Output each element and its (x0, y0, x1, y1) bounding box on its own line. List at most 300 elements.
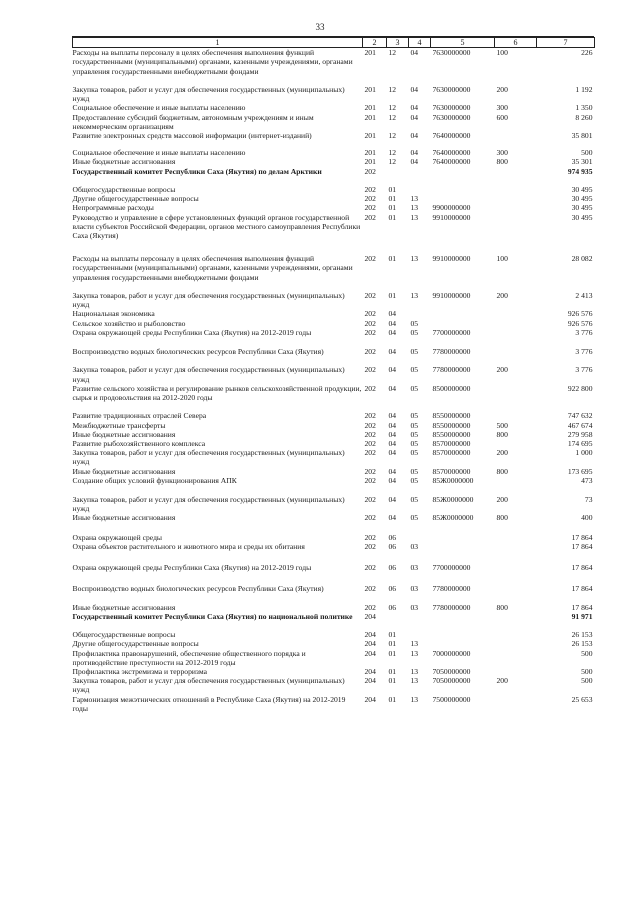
table-row (73, 448, 595, 466)
section-code: 01 (388, 694, 397, 704)
admin-code: 202 (364, 203, 376, 213)
subsection-code: 04 (410, 85, 419, 94)
target-article-code: 9900000000 (432, 203, 471, 213)
column-header: 1 (73, 38, 363, 48)
subsection-code: 05 (410, 365, 419, 375)
table-row (73, 319, 595, 328)
section-code: 04 (388, 420, 397, 430)
subsection-code: 05 (410, 327, 419, 337)
section-code: 06 (388, 562, 397, 572)
admin-code: 202 (364, 466, 376, 476)
admin-code: 201 (364, 103, 376, 113)
section-code: 01 (388, 666, 397, 676)
section-code: 04 (388, 495, 397, 504)
amount: 173 695 (567, 466, 593, 476)
amount: 25 653 (571, 694, 593, 704)
target-article-code: 7780000000 (432, 347, 471, 356)
expense-type-code: 200 (496, 448, 508, 458)
row-name: Развитие традиционных отраслей Севера (72, 411, 207, 421)
amount: 1 000 (575, 448, 593, 458)
amount: 926 576 (567, 318, 593, 328)
section-code: 04 (388, 466, 397, 476)
target-article-code: 7640000000 (432, 148, 471, 158)
target-article-code: 8570000000 (432, 439, 471, 448)
row-name: Воспроизводство водных биологических ресурсов Республики Саха (Якутия) (72, 347, 324, 356)
target-article-code (431, 185, 495, 194)
amount: 26 153 (571, 630, 593, 640)
expense-type-code (495, 319, 537, 328)
section-code: 06 (388, 602, 397, 612)
subsection-code (409, 533, 431, 542)
amount: 174 695 (567, 439, 593, 448)
row-name: Руководство и управление в сфере установленных функций органов государственной власти субъектов Российской Федерации, органов местного самоуправления Республики Саха (Якутия) (72, 212, 361, 241)
subsection-code: 05 (410, 429, 419, 439)
expense-type-code: 800 (496, 429, 508, 439)
target-article-code: 7500000000 (432, 694, 471, 704)
subsection-code: 05 (410, 383, 419, 393)
subsection-code: 13 (410, 666, 419, 676)
table-row (73, 513, 595, 532)
subsection-code: 04 (410, 157, 419, 167)
expense-type-code (495, 639, 537, 648)
subsection-code: 13 (410, 254, 419, 264)
row-name: Создание общих условий функционирования АПК (72, 475, 237, 485)
amount: 28 082 (571, 254, 593, 264)
table-row (73, 254, 595, 291)
target-article-code: 85Ж0000000 (432, 513, 474, 523)
admin-code: 202 (364, 429, 376, 439)
row-name: Сельское хозяйство и рыболовство (72, 318, 186, 328)
expense-type-code: 200 (496, 676, 508, 686)
admin-code: 204 (364, 639, 376, 649)
target-article-code: 8500000000 (432, 383, 471, 393)
subsection-code: 04 (410, 112, 419, 122)
admin-code: 201 (364, 48, 376, 58)
row-name: Социальное обеспечение и иные выплаты населению (72, 148, 246, 158)
table-row (73, 495, 595, 513)
target-article-code: 7780000000 (432, 602, 471, 612)
expense-type-code (495, 667, 537, 676)
amount: 279 958 (567, 429, 593, 439)
subsection-code: 03 (410, 562, 419, 572)
amount: 30 495 (571, 212, 593, 222)
column-header: 4 (409, 38, 431, 48)
target-article-code: 7700000000 (432, 327, 471, 337)
amount: 500 (581, 676, 593, 686)
admin-code: 202 (364, 309, 376, 319)
section-code: 01 (388, 291, 397, 300)
subsection-code: 13 (410, 291, 419, 300)
table-row (73, 347, 595, 365)
table-row (73, 639, 595, 648)
expense-type-code (495, 695, 537, 713)
admin-code: 202 (364, 254, 376, 264)
target-article-code: 7630000000 (432, 103, 471, 113)
table-row (73, 213, 595, 255)
admin-code: 202 (364, 584, 376, 594)
subsection-code (409, 185, 431, 194)
amount: 747 632 (567, 411, 593, 421)
admin-code: 202 (364, 383, 376, 393)
subsection-code: 05 (410, 495, 419, 504)
section-code: 04 (388, 448, 397, 458)
table-row (73, 157, 595, 166)
amount: 500 (581, 148, 593, 158)
table-row (73, 533, 595, 542)
expense-type-code (495, 476, 537, 495)
subsection-code: 04 (410, 48, 419, 58)
column-header: 6 (495, 38, 537, 48)
amount: 30 495 (571, 194, 593, 204)
row-name: Межбюджетные трансферты (72, 420, 166, 430)
expense-type-code: 300 (496, 148, 508, 158)
amount: 922 800 (567, 383, 593, 393)
subsection-code: 03 (410, 541, 419, 551)
section-code: 04 (388, 513, 397, 523)
table-row (73, 476, 595, 495)
section-code: 01 (388, 185, 397, 194)
admin-code: 202 (364, 212, 376, 222)
expense-type-code (495, 584, 537, 602)
amount: 35 301 (571, 157, 593, 167)
section-code: 12 (388, 131, 397, 141)
table-row (73, 384, 595, 412)
section-code: 12 (388, 112, 397, 122)
table-row (73, 291, 595, 309)
target-article-code: 8550000000 (432, 429, 471, 439)
expense-type-code (495, 347, 537, 365)
subsection-code: 03 (410, 584, 419, 594)
row-name: Закупка товаров, работ и услуг для обеспечения государственных (муниципальных) нужд (72, 676, 345, 695)
column-header: 3 (387, 38, 409, 48)
admin-code: 202 (364, 513, 376, 523)
section-code: 12 (388, 48, 397, 58)
row-name: Общегосударственные вопросы (72, 630, 176, 640)
row-name: Закупка товаров, работ и услуг для обеспечения государственных (муниципальных) нужд (72, 448, 345, 467)
section-code: 04 (388, 411, 397, 421)
section-code: 01 (388, 676, 397, 686)
row-name: Воспроизводство водных биологических ресурсов Республики Саха (Якутия) (72, 584, 324, 594)
table-row (73, 584, 595, 602)
section-code (387, 612, 409, 630)
admin-code: 202 (364, 365, 376, 375)
row-name: Национальная экономика (72, 309, 155, 319)
subsection-code: 13 (410, 194, 419, 204)
amount: 30 495 (571, 203, 593, 213)
row-name: Охрана окружающей среды Республики Саха (Якутия) на 2012-2019 годы (72, 327, 312, 337)
row-name: Закупка товаров, работ и услуг для обеспечения государственных (муниципальных) нужд (72, 365, 345, 384)
column-header: 2 (363, 38, 387, 48)
table-row (73, 203, 595, 212)
expense-type-code (495, 328, 537, 347)
expense-type-code (495, 384, 537, 412)
expense-type-code: 600 (496, 112, 508, 122)
table-row (73, 603, 595, 612)
admin-code: 202 (364, 347, 376, 356)
amount: 26 153 (571, 639, 593, 649)
expense-type-code: 100 (496, 254, 508, 264)
subsection-code (409, 612, 431, 630)
admin-code: 204 (364, 648, 376, 658)
table-row (73, 430, 595, 439)
subsection-code: 05 (410, 411, 419, 421)
table-row (73, 194, 595, 203)
amount: 30 495 (571, 185, 593, 194)
expense-type-code (495, 309, 537, 318)
amount: 2 413 (575, 291, 593, 300)
section-code: 04 (388, 383, 397, 393)
admin-code: 202 (364, 194, 376, 204)
row-name: Закупка товаров, работ и услуг для обеспечения государственных (муниципальных) нужд (72, 495, 345, 514)
expense-type-code (495, 167, 537, 185)
section-code: 12 (388, 148, 397, 158)
subsection-code: 04 (410, 103, 419, 113)
subsection-code (409, 167, 431, 185)
table-row (73, 542, 595, 563)
admin-code: 202 (364, 318, 376, 328)
row-name: Развитие электронных средств массовой информации (интернет-изданий) (72, 131, 312, 141)
amount: 473 (581, 475, 593, 485)
table-row (73, 411, 595, 420)
target-article-code (431, 309, 495, 318)
admin-code: 202 (364, 439, 376, 448)
row-name: Охрана окружающей среды (72, 532, 163, 542)
subsection-code: 05 (410, 439, 419, 448)
target-article-code (431, 612, 495, 630)
subsection-code: 04 (410, 131, 419, 141)
target-article-code (431, 639, 495, 648)
table-row (73, 563, 595, 584)
target-article-code: 7000000000 (432, 648, 471, 658)
admin-code: 202 (364, 166, 376, 176)
table-row (73, 630, 595, 639)
section-code: 12 (388, 85, 397, 94)
amount: 8 260 (575, 112, 593, 122)
admin-code: 202 (364, 448, 376, 458)
amount: 35 801 (571, 131, 593, 141)
target-article-code: 8570000000 (432, 448, 471, 458)
target-article-code: 8550000000 (432, 420, 471, 430)
expense-type-code: 200 (496, 291, 508, 300)
section-code: 01 (388, 639, 397, 649)
section-code (387, 167, 409, 185)
target-article-code (431, 533, 495, 542)
target-article-code: 7630000000 (432, 112, 471, 122)
table-row (73, 467, 595, 476)
row-name: Непрограммные расходы (72, 203, 154, 213)
amount: 17 864 (571, 584, 593, 594)
expense-type-code: 300 (496, 103, 508, 113)
amount: 467 674 (567, 420, 593, 430)
subsection-code (409, 630, 431, 639)
subsection-code: 05 (410, 448, 419, 458)
row-name: Закупка товаров, работ и услуг для обеспечения государственных (муниципальных) нужд (72, 85, 345, 104)
section-code: 01 (388, 212, 397, 222)
subsection-code: 05 (410, 318, 419, 328)
subsection-code: 13 (410, 648, 419, 658)
target-article-code: 7780000000 (432, 584, 471, 594)
row-name: Социальное обеспечение и иные выплаты населению (72, 103, 246, 113)
section-code: 01 (388, 630, 397, 640)
table-row (73, 612, 595, 630)
row-name: Охрана объектов растительного и животного мира и среды их обитания (72, 541, 305, 551)
row-name: Иные бюджетные ассигнования (72, 429, 176, 439)
expense-type-code (495, 411, 537, 420)
target-article-code (431, 319, 495, 328)
expense-type-code: 800 (496, 513, 508, 523)
target-article-code: 7700000000 (432, 562, 471, 572)
target-article-code: 7630000000 (432, 85, 471, 94)
admin-code: 202 (364, 602, 376, 612)
subsection-code: 05 (410, 420, 419, 430)
admin-code: 202 (364, 532, 376, 542)
admin-code: 201 (364, 112, 376, 122)
section-code: 04 (388, 475, 397, 485)
section-code: 04 (388, 327, 397, 337)
section-code: 01 (388, 203, 397, 213)
subsection-code: 04 (410, 148, 419, 158)
amount: 3 776 (575, 365, 593, 375)
table-row (73, 167, 595, 185)
amount: 400 (581, 513, 593, 523)
subsection-code: 13 (410, 203, 419, 213)
table-row (73, 676, 595, 694)
amount: 1 350 (575, 103, 593, 113)
section-code: 04 (388, 429, 397, 439)
amount: 3 776 (575, 327, 593, 337)
admin-code: 202 (364, 475, 376, 485)
admin-code: 204 (364, 666, 376, 676)
subsection-code: 13 (410, 212, 419, 222)
expense-type-code: 200 (496, 495, 508, 504)
admin-code: 204 (364, 694, 376, 704)
subsection-code: 05 (410, 513, 419, 523)
expense-type-code (495, 542, 537, 563)
subsection-code: 13 (410, 639, 419, 649)
subsection-code: 05 (410, 466, 419, 476)
admin-code: 201 (364, 85, 376, 94)
target-article-code: 7050000000 (432, 666, 471, 676)
row-name: Иные бюджетные ассигнования (72, 157, 176, 167)
row-name: Развитие сельского хозяйства и регулирование рынков сельскохозяйственной продукции, сырья и продовольствия на 2012-2020 годы (72, 383, 362, 402)
expense-type-code (495, 203, 537, 212)
target-article-code (431, 542, 495, 563)
expense-type-code (495, 439, 537, 448)
expense-type-code: 800 (496, 602, 508, 612)
section-code: 06 (388, 584, 397, 594)
expense-type-code (495, 630, 537, 639)
subsection-code (409, 309, 431, 318)
section-code: 12 (388, 157, 397, 167)
amount: 17 864 (571, 562, 593, 572)
row-name: Закупка товаров, работ и услуг для обеспечения государственных (муниципальных) нужд (72, 291, 345, 310)
target-article-code: 8570000000 (432, 466, 471, 476)
table-row (73, 103, 595, 112)
row-name: Государственный комитет Республики Саха (Якутия) по делам Арктики (72, 166, 322, 176)
section-code: 06 (388, 541, 397, 551)
section-code: 04 (388, 439, 397, 448)
row-name: Профилактика правонарушений, обеспечение общественного порядка и противодействие преступности на 2012-2019 годы (72, 648, 306, 667)
amount: 1 192 (575, 85, 593, 94)
table-row (73, 328, 595, 347)
table-row (73, 421, 595, 430)
expense-type-code: 200 (496, 365, 508, 375)
target-article-code: 8550000000 (432, 411, 471, 421)
expense-type-code: 500 (496, 420, 508, 430)
row-name: Предоставление субсидий бюджетным, автономным учреждениям и иным некоммерческим организациям (72, 112, 314, 131)
expense-type-code: 800 (496, 157, 508, 167)
target-article-code: 9910000000 (432, 212, 471, 222)
target-article-code (431, 194, 495, 203)
section-code: 01 (388, 648, 397, 658)
section-code: 06 (388, 532, 397, 542)
target-article-code: 85Ж0000000 (432, 495, 474, 504)
admin-code: 201 (364, 157, 376, 167)
target-article-code: 7640000000 (432, 131, 471, 141)
row-name: Иные бюджетные ассигнования (72, 466, 176, 476)
target-article-code (431, 167, 495, 185)
expense-type-code (495, 213, 537, 255)
target-article-code: 9910000000 (432, 291, 471, 300)
section-code: 04 (388, 365, 397, 375)
target-article-code: 7780000000 (432, 365, 471, 375)
admin-code: 201 (364, 148, 376, 158)
admin-code: 204 (364, 630, 376, 640)
amount: 17 864 (571, 532, 593, 542)
amount: 3 776 (575, 347, 593, 356)
admin-code: 202 (364, 327, 376, 337)
expense-type-code: 800 (496, 466, 508, 476)
expense-type-code (495, 649, 537, 667)
expense-type-code: 200 (496, 85, 508, 94)
target-article-code: 7050000000 (432, 676, 471, 686)
table-row (73, 667, 595, 676)
column-header: 7 (537, 38, 595, 48)
row-name: Иные бюджетные ассигнования (72, 602, 176, 612)
expense-type-code (495, 194, 537, 203)
table-row (73, 85, 595, 103)
expense-type-code (495, 563, 537, 584)
row-name: Государственный комитет Республики Саха (Якутия) по национальной политике (72, 611, 353, 621)
expense-type-code (495, 612, 537, 630)
row-name: Расходы на выплаты персоналу в целях обеспечения выполнения функций государственными (муниципальными) органами, казенными учреждениями, органами управления государственными внебюджетными фондами (72, 48, 353, 76)
row-name: Профилактика экстремизма и терроризма (72, 666, 207, 676)
table-row (73, 148, 595, 157)
target-article-code (431, 630, 495, 639)
amount: 500 (581, 666, 593, 676)
admin-code: 202 (364, 541, 376, 551)
row-name: Другие общегосударственные вопросы (72, 194, 199, 204)
target-article-code: 7630000000 (432, 48, 471, 58)
section-code: 01 (388, 194, 397, 204)
table-row (73, 185, 595, 194)
subsection-code: 03 (410, 602, 419, 612)
expense-type-code (495, 185, 537, 194)
amount: 500 (581, 648, 593, 658)
column-header: 5 (431, 38, 495, 48)
admin-code: 202 (364, 562, 376, 572)
row-name: Расходы на выплаты персоналу в целях обеспечения выполнения функций государственными (муниципальными) органами, казенными учреждениями, органами управления государственными внебюджетными фондами (72, 254, 353, 282)
amount: 926 576 (567, 309, 593, 319)
amount: 91 971 (571, 611, 593, 621)
table-row (73, 439, 595, 448)
table-row (73, 695, 595, 713)
section-code: 04 (388, 309, 397, 319)
target-article-code: 9910000000 (432, 254, 471, 264)
amount: 73 (584, 495, 593, 504)
amount: 226 (581, 48, 593, 58)
row-name: Охрана окружающей среды Республики Саха (Якутия) на 2012-2019 годы (72, 562, 312, 572)
